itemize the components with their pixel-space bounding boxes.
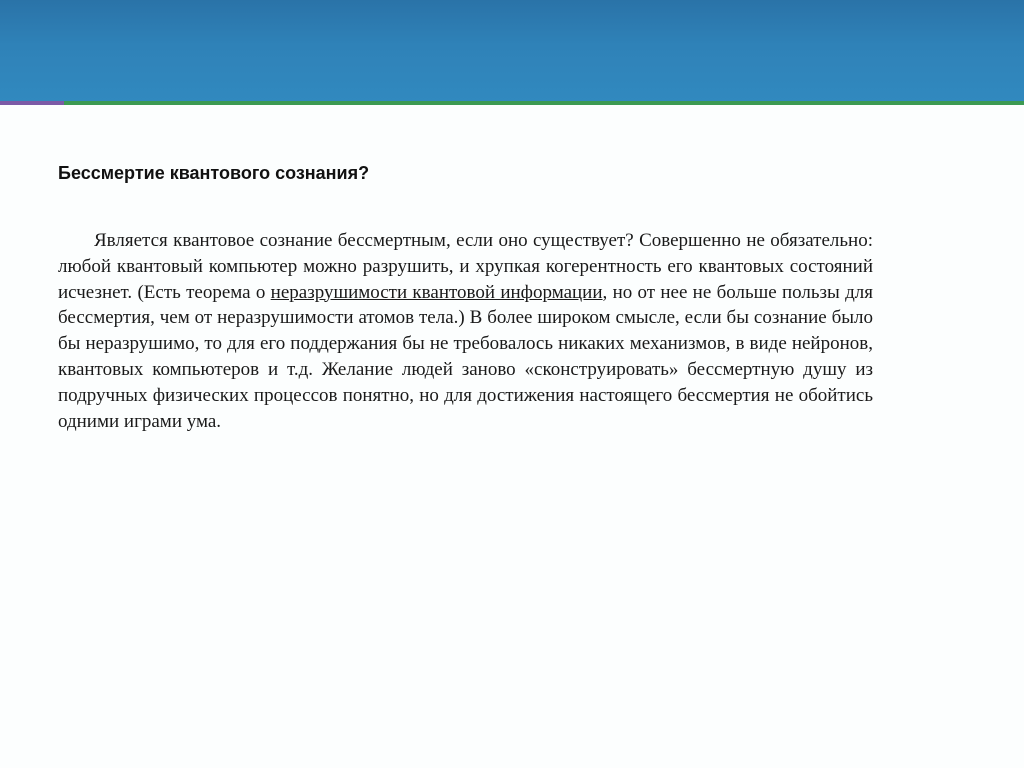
body-paragraph (58, 228, 873, 434)
header-band (0, 0, 1024, 101)
accent-line-purple (0, 101, 64, 105)
paragraph-text-part2: , но от нее не больше пользы для бессмертия, чем от неразрушимости атомов тела.) В более широком смысле, если бы сознание было бы неразрушимо, то для его поддержания бы не требовалось никаких механизмов, в виде нейронов, квантовых компьютеров и т.д. Желание людей заново «сконструировать» бессмертную душу из подручных физических процессов понятно, но для достижения настоящего бессмертия не обойтись одними играми ума. (58, 281, 873, 432)
paragraph-text-part1: Является квантовое сознание бессмертным, если оно существует? Совершенно не обязательно: любой квантовый компьютер можно разрушить, и хрупкая когерентность его квантовых состояний исчезнет. (Есть теорема о (58, 230, 873, 303)
slide-content (58, 160, 873, 434)
theorem-link[interactable]: неразрушимости квантовой информации (270, 281, 603, 303)
accent-line (0, 101, 1024, 105)
slide-title: Бессмертие квантового сознания? (58, 163, 370, 183)
